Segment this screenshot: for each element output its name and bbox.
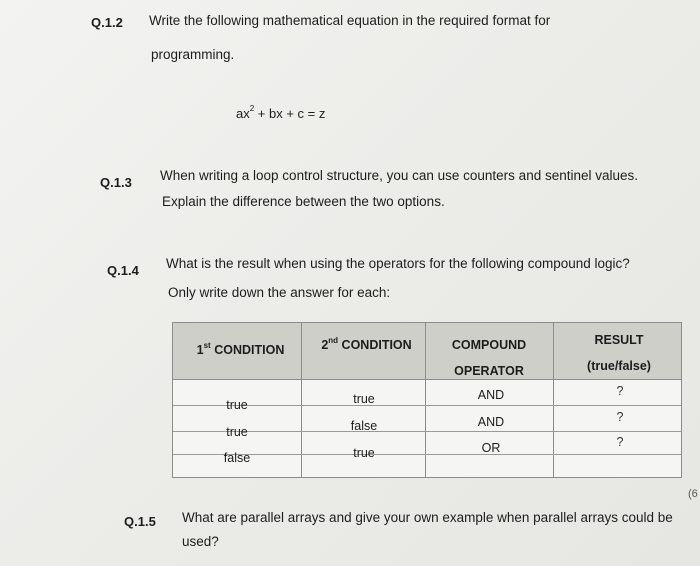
row-1-operator: AND bbox=[477, 388, 505, 402]
question-1-5-text-line1: What are parallel arrays and give your own example when parallel arrays could be bbox=[182, 510, 673, 525]
question-1-4-text-line2: Only write down the answer for each: bbox=[168, 285, 391, 300]
header-condition-1-suffix: st bbox=[203, 341, 211, 350]
equation-rest: + bx + c = z bbox=[254, 106, 326, 121]
header-result bbox=[565, 327, 673, 379]
question-number-1-2: Q.1.2 bbox=[91, 15, 123, 30]
header-condition-2-suffix: nd bbox=[328, 336, 339, 345]
row-3-condition-1: false bbox=[223, 451, 251, 465]
row-2-condition-2: false bbox=[350, 419, 378, 433]
row-1-result: ? bbox=[616, 384, 624, 398]
row-1-condition-1: true bbox=[226, 398, 248, 412]
equation-term-a: ax bbox=[236, 106, 250, 121]
header-condition-1-number: 1 bbox=[196, 343, 204, 357]
row-3-result: ? bbox=[616, 435, 624, 449]
header-compound-operator bbox=[429, 332, 549, 384]
question-1-3-text-line1: When writing a loop control structure, you can use counters and sentinel values. bbox=[160, 168, 639, 183]
equation-exponent: 2 bbox=[249, 104, 255, 113]
row-3-condition-2: true bbox=[353, 446, 375, 460]
header-condition-1-label: CONDITION bbox=[210, 343, 285, 357]
question-number-1-4: Q.1.4 bbox=[107, 263, 139, 278]
question-1-5-text-line2: used? bbox=[182, 534, 219, 549]
row-3-operator: OR bbox=[481, 441, 501, 455]
marks-label: (6 bbox=[688, 488, 698, 500]
question-1-2-text-line1: Write the following mathematical equation in the required format for bbox=[149, 13, 551, 28]
header-compound-operator-line2: OPERATOR bbox=[454, 364, 524, 378]
question-number-1-5: Q.1.5 bbox=[124, 514, 156, 529]
row-2-operator: AND bbox=[477, 415, 505, 429]
equation bbox=[236, 106, 325, 121]
row-1-condition-2: true bbox=[353, 392, 375, 406]
row-2-condition-1: true bbox=[226, 425, 248, 439]
question-1-3-text-line2: Explain the difference between the two options. bbox=[162, 194, 445, 209]
header-condition-2-number: 2 bbox=[321, 338, 329, 352]
header-condition-1 bbox=[183, 343, 298, 357]
logic-table bbox=[172, 322, 682, 478]
header-condition-2 bbox=[309, 338, 424, 352]
question-1-4-text-line1: What is the result when using the operators for the following compound logic? bbox=[166, 256, 630, 271]
header-compound-operator-line1: COMPOUND bbox=[451, 338, 527, 352]
question-1-2-text-line2: programming. bbox=[151, 47, 235, 62]
header-result-line1: RESULT bbox=[594, 333, 644, 347]
row-2-result: ? bbox=[616, 410, 624, 424]
question-number-1-3: Q.1.3 bbox=[100, 175, 132, 190]
header-condition-2-label: CONDITION bbox=[338, 338, 412, 352]
header-result-line2: (true/false) bbox=[587, 359, 651, 373]
